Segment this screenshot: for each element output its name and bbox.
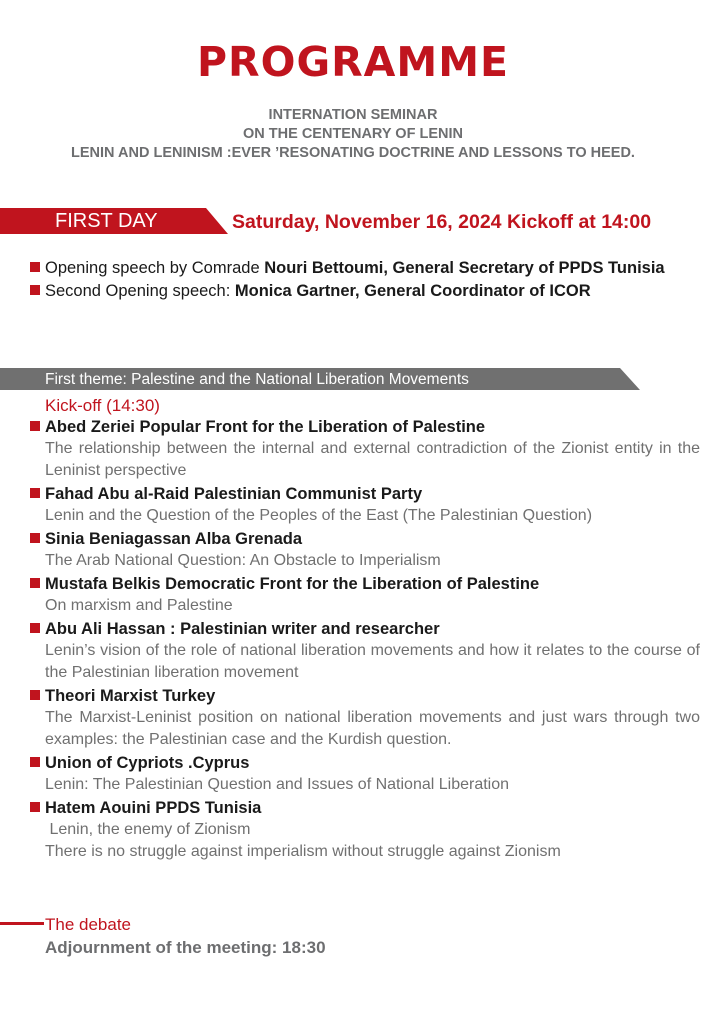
subtitle-line: INTERNATION SEMINAR [268, 107, 438, 123]
bullet-square-icon [30, 262, 40, 272]
bullet-square-icon [30, 690, 40, 700]
speaker-topic: The Marxist-Leninist position on national liberation movements and just wars through two examples: the Palestinian case and the Kurdish question. [45, 709, 700, 748]
speaker-topic: There is no struggle against imperialism without struggle against Zionism [45, 843, 561, 860]
bullet-square-icon [30, 578, 40, 588]
list-item [30, 529, 700, 572]
speaker-topic: The relationship between the internal and external contradiction of the Zionist entity in the Leninist perspective [45, 440, 700, 479]
speaker-topic: Lenin’s vision of the role of national liberation movements and how it relates to the course of the Palestinian liberation movement [45, 642, 700, 681]
speaker-name: Abu Ali Hassan : Palestinian writer and researcher [45, 620, 440, 638]
speaker-topic: On marxism and Palestine [45, 597, 233, 614]
opening-speech-prefix: Opening speech by Comrade [45, 259, 265, 277]
theme-kickoff: Kick-off (14:30) [45, 396, 160, 415]
list-item [30, 417, 700, 482]
list-item [30, 574, 700, 617]
speaker-name: Abed Zeriei Popular Front for the Liberation of Palestine [45, 418, 486, 436]
seminar-subtitle [0, 106, 706, 163]
list-item [30, 619, 700, 684]
theme-title: First theme: Palestine and the National Liberation Movements [45, 371, 469, 388]
speaker-list [30, 417, 700, 865]
first-day-label: FIRST DAY [55, 210, 158, 232]
list-item [30, 753, 700, 796]
speaker-topic: Lenin and the Question of the Peoples of the East (The Palestinian Question) [45, 507, 593, 524]
subtitle-line: ON THE CENTENARY OF LENIN [243, 126, 463, 142]
adjournment-text: Adjournment of the meeting: 18:30 [45, 938, 326, 957]
bullet-square-icon [30, 802, 40, 812]
list-item [30, 686, 700, 751]
page-title: PROGRAMME [196, 38, 510, 86]
list-item [30, 798, 700, 863]
speaker-name: Theori Marxist Turkey [45, 687, 216, 705]
speaker-name: Hatem Aouini PPDS Tunisia [45, 799, 262, 817]
opening-speech-speaker: Nouri Bettoumi, General Secretary of PPDS Tunisia [264, 259, 665, 277]
debate-divider [0, 922, 44, 925]
opening-speech-item [30, 258, 700, 279]
speaker-topic: Lenin, the enemy of Zionism [45, 821, 251, 838]
speaker-name: Union of Cypriots .Cyprus [45, 754, 250, 772]
bullet-square-icon [30, 488, 40, 498]
bullet-square-icon [30, 623, 40, 633]
debate-heading: The debate [45, 915, 132, 934]
speaker-name: Sinia Beniagassan Alba Grenada [45, 530, 303, 548]
subtitle-line: LENIN AND LENINISM :EVER ’RESONATING DOCTRINE AND LESSONS TO HEED. [71, 145, 635, 161]
list-item [30, 484, 700, 527]
speaker-topic: The Arab National Question: An Obstacle to Imperialism [45, 552, 441, 569]
opening-speech-speaker: Monica Gartner, General Coordinator of ICOR [234, 282, 591, 300]
opening-speech-prefix: Second Opening speech: [45, 282, 235, 300]
bullet-square-icon [30, 757, 40, 767]
speaker-name: Fahad Abu al-Raid Palestinian Communist Party [45, 485, 423, 503]
opening-speech-item [30, 281, 700, 302]
speaker-topic: Lenin: The Palestinian Question and Issues of National Liberation [45, 776, 510, 793]
speaker-name: Mustafa Belkis Democratic Front for the Liberation of Palestine [45, 575, 540, 593]
opening-speeches [30, 258, 700, 304]
bullet-square-icon [30, 285, 40, 295]
bullet-square-icon [30, 533, 40, 543]
first-day-date: Saturday, November 16, 2024 Kickoff at 14:00 [232, 211, 652, 233]
bullet-square-icon [30, 421, 40, 431]
